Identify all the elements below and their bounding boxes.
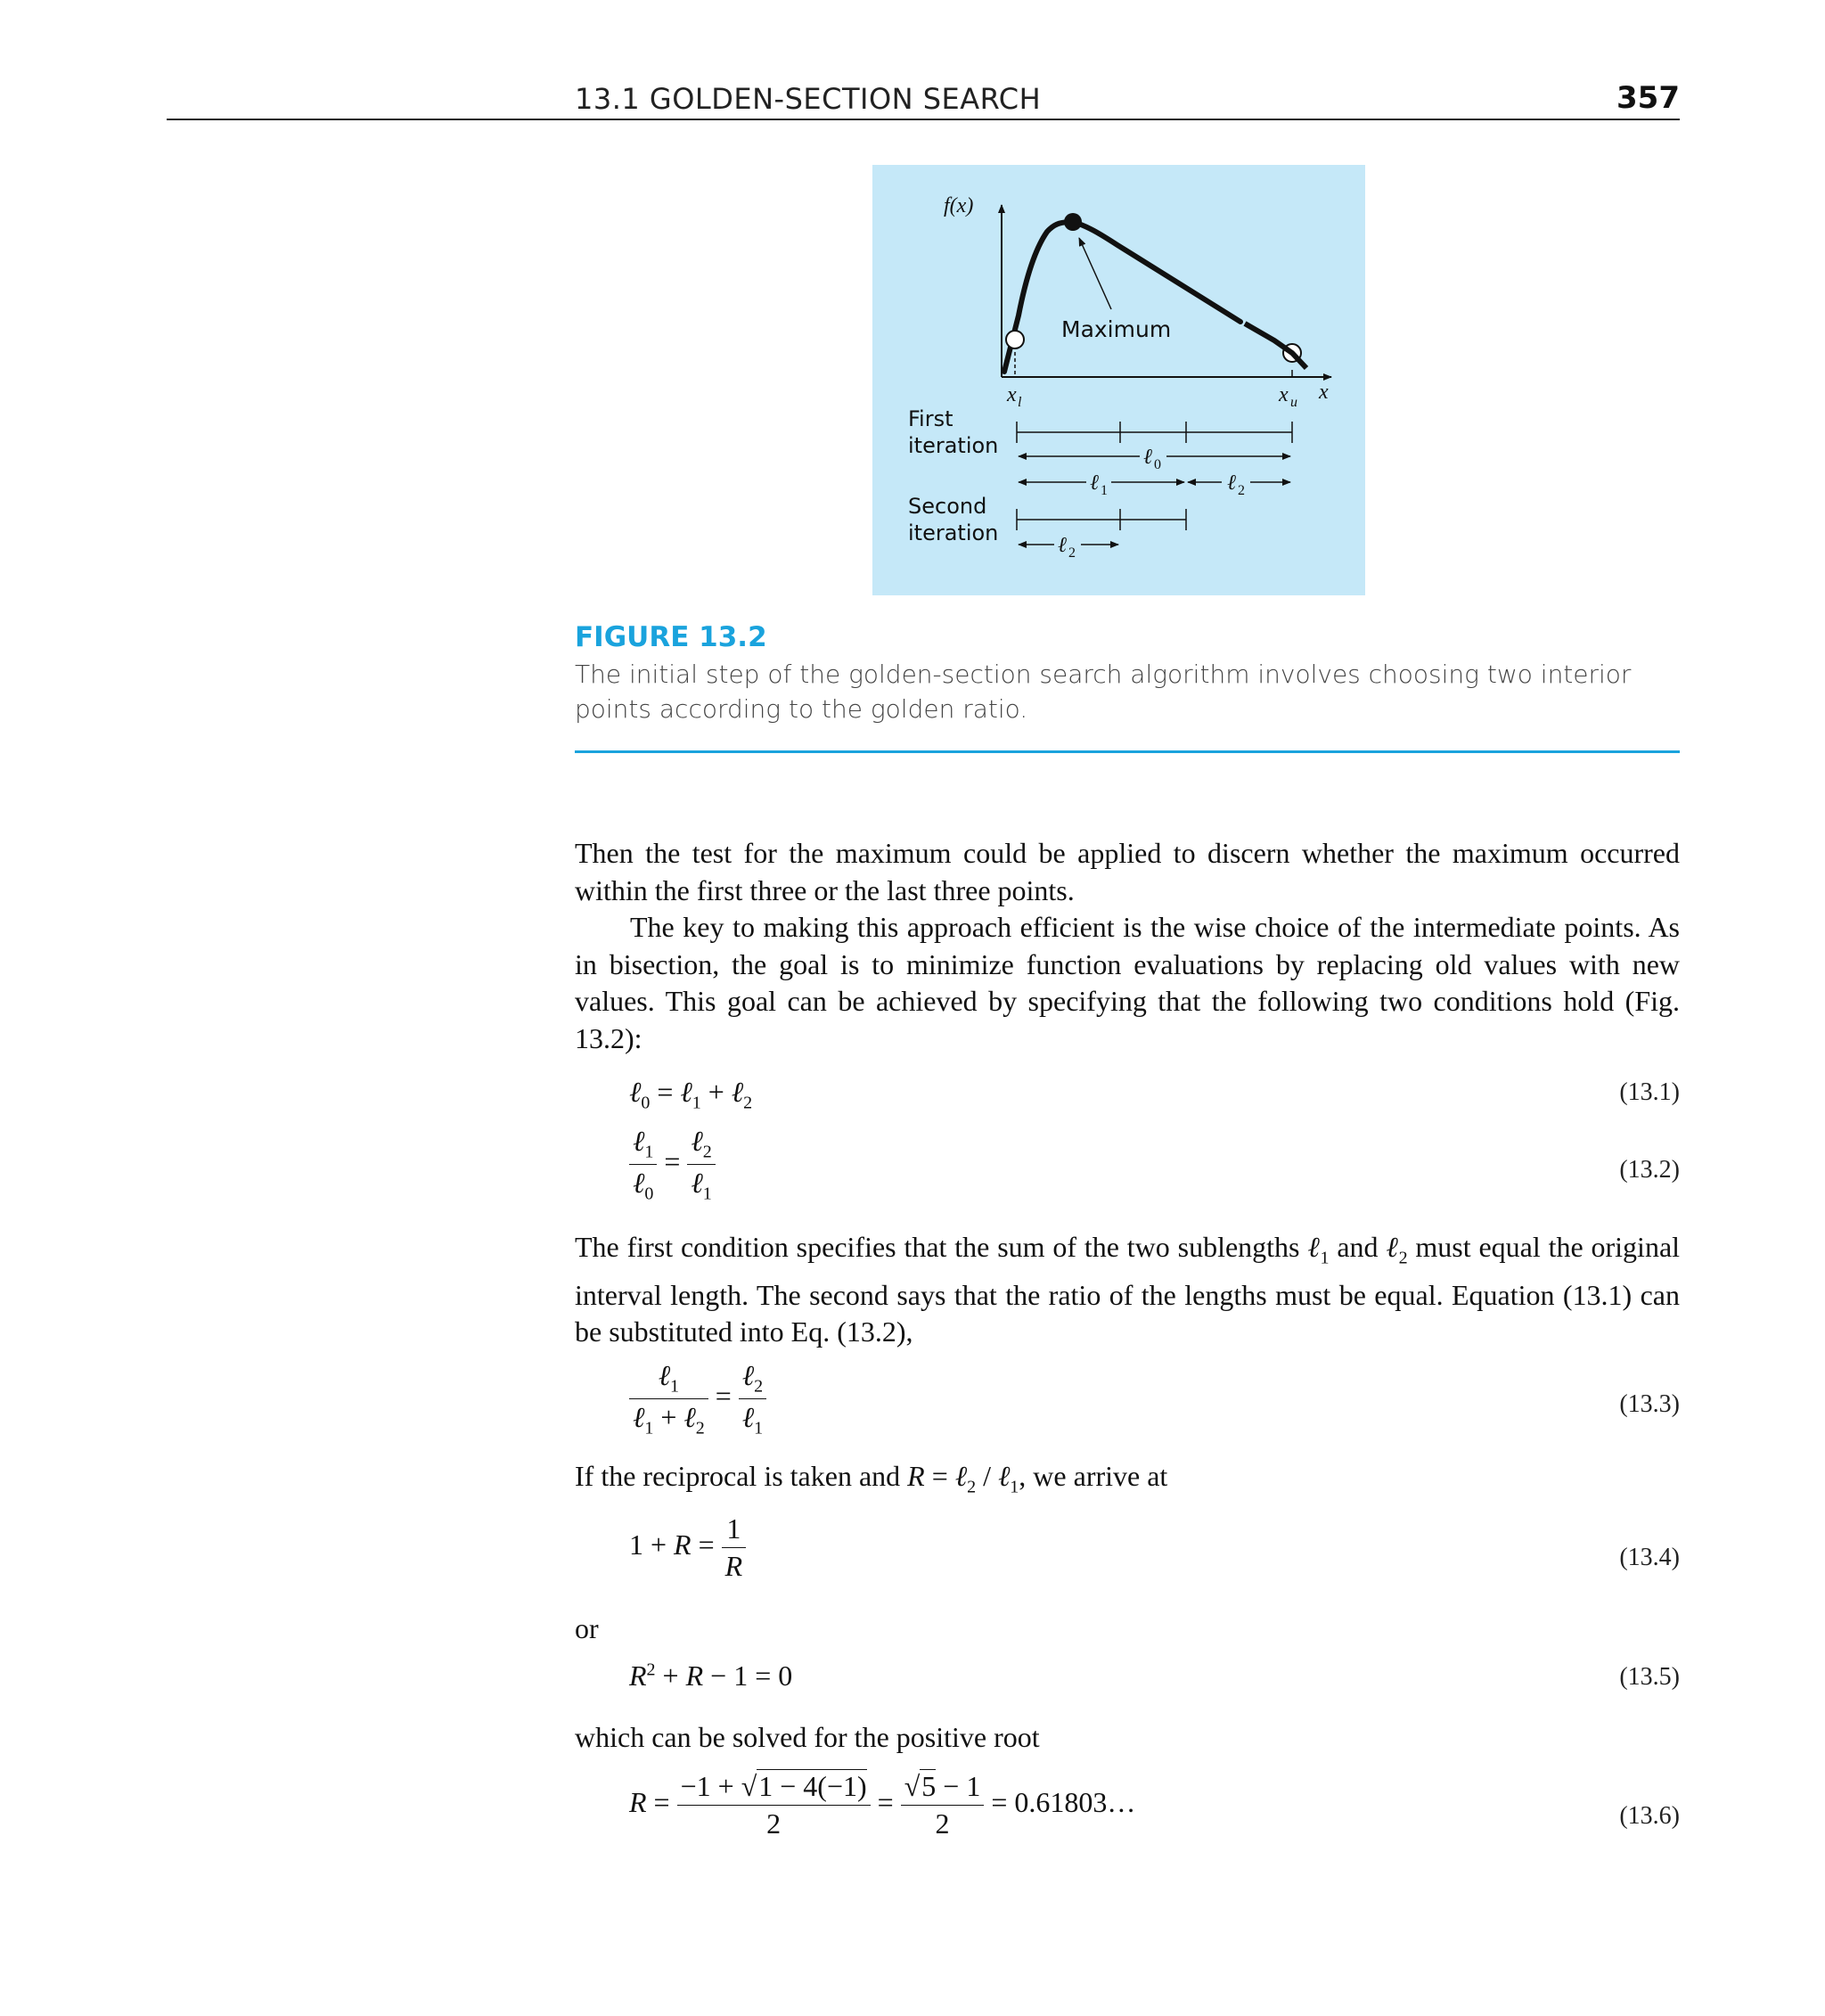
figure-rule	[575, 750, 1680, 753]
maximum-label: Maximum	[1061, 316, 1172, 342]
equation-13-6: R = $\frac{-1 + √1 - 4(-1)}{2}$ = $\frac{√5 - 1}{2}$ = 0.61803…	[629, 1770, 1136, 1840]
equation-13-2: $\frac{\ell_1}{\ell_0}$ = $\frac{\ell_2}{\ell_1}$	[629, 1125, 716, 1205]
equation-13-3: $\frac{\ell_1}{\ell_1 + \ell_2}$ = $\frac{\ell_2}{\ell_1}$	[629, 1359, 766, 1439]
equation-number-13-2: (13.2)	[1619, 1156, 1680, 1184]
paragraph-3: The first condition specifies that the sum of the two sublengths ℓ$_1$ and ℓ$_2$ must equal the original interval length. The second says that the ratio of the lengths must be equal. Equation (13.1) can be substituted into Eq. (13.2),	[575, 1231, 1681, 1348]
paragraph-3-part-a: The first condition specifies that the sum of the two sublengths	[575, 1231, 1308, 1263]
equation-number-13-1: (13.1)	[1619, 1078, 1680, 1106]
paragraph-5: which can be solved for the positive root	[575, 1721, 1040, 1753]
l2-sub-first: 2	[1238, 483, 1245, 498]
paragraph-3-part-b: and	[1329, 1231, 1387, 1263]
l2-sub-second: 2	[1068, 545, 1076, 561]
second-iteration-label-1: Second	[908, 494, 987, 519]
maximum-point	[1064, 213, 1082, 231]
first-iteration-label-1: First	[908, 406, 953, 431]
paragraph-4-part-a: If the reciprocal is taken and	[575, 1460, 908, 1492]
x-lower-label: x	[1007, 383, 1017, 406]
maximum-pointer	[1079, 238, 1111, 309]
or-text: or	[575, 1612, 599, 1644]
l2-symbol-first: ℓ	[1227, 471, 1236, 495]
lower-point	[1006, 331, 1024, 348]
paragraph-3-part-c: must equal the original interval length. The second says that the ratio of the lengths must be equal. Equation (13.1) can be substituted into Eq. (13.2),	[575, 1231, 1681, 1348]
function-curve	[1004, 222, 1240, 372]
running-head: 13.1 GOLDEN-SECTION SEARCH	[575, 82, 1042, 116]
second-iteration-bar	[1017, 509, 1186, 530]
x-upper-sub: u	[1290, 395, 1297, 410]
equation-13-5: $R^2 + R - 1 = 0$	[629, 1660, 793, 1692]
equation-number-13-6: (13.6)	[1619, 1802, 1680, 1830]
figure-panel	[872, 165, 1365, 595]
l0-sub: 0	[1154, 457, 1161, 472]
second-iteration-label-2: iteration	[908, 520, 999, 545]
x-lower-sub: l	[1018, 395, 1022, 410]
equation-number-13-4: (13.4)	[1619, 1544, 1680, 1571]
y-axis-label: f(x)	[944, 194, 974, 217]
figure-caption: The initial step of the golden-section search algorithm involves choosing two interior points according to the golden ratio.	[575, 660, 1632, 724]
l0-symbol: ℓ	[1143, 446, 1152, 469]
x-upper-label: x	[1279, 383, 1289, 406]
equation-13-1: ℓ$_0$ = ℓ$_1$ + ℓ$_2$	[629, 1076, 753, 1113]
golden-section-diagram	[872, 165, 1365, 595]
equation-13-4: 1 + R = $\frac{1}{R}$	[629, 1512, 746, 1583]
l1-sub: 1	[1101, 483, 1108, 498]
header-rule	[167, 119, 1680, 120]
paragraph-4: If the reciprocal is taken and R = ℓ$_2$ / ℓ$_1$, we arrive at	[575, 1460, 1168, 1497]
x-axis-label: x	[1319, 381, 1329, 404]
first-iteration-bar	[1017, 422, 1292, 443]
paragraph-2: The key to making this approach efficient is the wise choice of the intermediate points. As in bisection, the goal is to minimize function evaluations by replacing old values with new values. This goal can be achieved by specifying that the following two conditions hold (Fig. 13.2):	[575, 911, 1680, 1054]
equation-number-13-5: (13.5)	[1619, 1663, 1680, 1691]
first-iteration-label-2: iteration	[908, 433, 999, 458]
page-number: 357	[1616, 80, 1680, 116]
paragraph-4-part-b: , we arrive at	[1019, 1460, 1168, 1492]
l1-symbol: ℓ	[1090, 471, 1099, 495]
l2-symbol-second: ℓ	[1058, 534, 1067, 557]
equation-13-6-result: = 0.61803…	[991, 1785, 1136, 1818]
figure-label: FIGURE 13.2	[575, 621, 767, 653]
equation-number-13-3: (13.3)	[1619, 1390, 1680, 1418]
paragraph-1: Then the test for the maximum could be applied to discern whether the maximum occurred within the first three or the last three points.	[575, 837, 1680, 906]
